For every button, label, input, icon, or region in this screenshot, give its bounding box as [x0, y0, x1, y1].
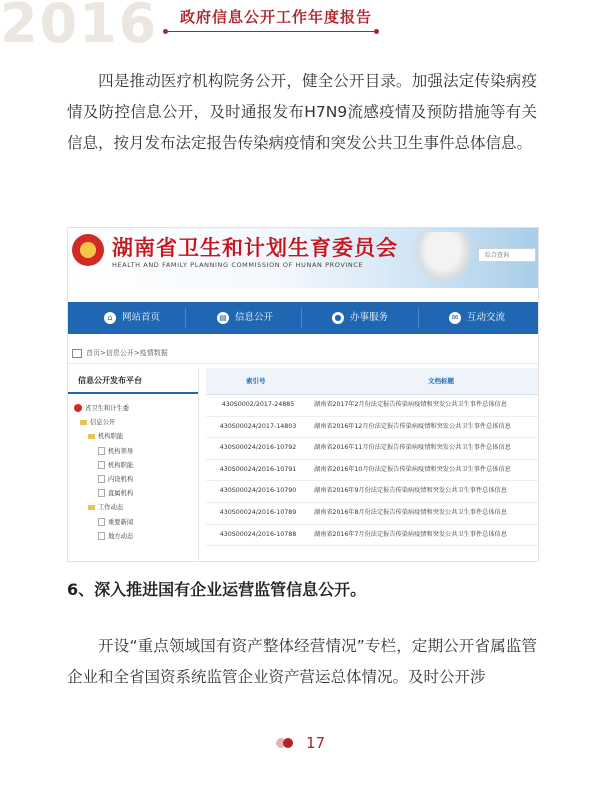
- chat-icon: ✉: [449, 312, 461, 324]
- tree-item[interactable]: 直属机构: [74, 487, 196, 501]
- nav-divider: [185, 308, 186, 328]
- table-row[interactable]: [206, 503, 538, 525]
- document-icon: [98, 475, 105, 483]
- site-banner: [68, 228, 538, 288]
- document-icon: [98, 447, 105, 455]
- records-table: [206, 368, 538, 546]
- site-name: 湖南省卫生和计划生育委员会: [112, 236, 398, 260]
- document-icon: [98, 532, 105, 540]
- tree-item[interactable]: 地方动态: [74, 530, 196, 544]
- home-icon: ⌂: [104, 312, 116, 324]
- report-title: 政府信息公开工作年度报告: [180, 8, 373, 26]
- nav-divider: [418, 308, 419, 328]
- document-icon: [98, 518, 105, 526]
- row-index: 430S0002/2017-24885: [221, 401, 295, 408]
- directory-tree: [74, 402, 196, 544]
- table-row[interactable]: [206, 417, 538, 439]
- site-subtitle: HEALTH AND FAMILY PLANNING COMMISSION OF HUNAN PROVINCE: [112, 261, 364, 269]
- website-screenshot: [67, 227, 539, 562]
- row-title-link[interactable]: 湖南省2016年10月份法定报告传染病疫情和突发公共卫生事件总体信息: [314, 465, 511, 473]
- row-title-link[interactable]: 湖南省2016年11月份法定报告传染病疫情和突发公共卫生事件总体信息: [314, 444, 511, 452]
- tree-item[interactable]: 省卫生和计生委: [74, 402, 196, 416]
- row-title-link[interactable]: 湖南省2016年9月份法定报告传染病疫情和突发公共卫生事件总体信息: [314, 487, 507, 495]
- year-watermark: 2016: [0, 0, 159, 55]
- column-header-index: 索引号: [246, 377, 266, 385]
- row-title-link[interactable]: 湖南省2017年2月份法定报告传染病疫情和突发公共卫生事件总体信息: [314, 401, 507, 408]
- row-title-link[interactable]: 湖南省2016年7月份法定报告传染病疫情和突发公共卫生事件总体信息: [314, 530, 507, 538]
- table-row[interactable]: [206, 395, 538, 417]
- column-header-title: 文档标题: [428, 377, 454, 385]
- row-index: 430S00024/2016-10790: [219, 487, 297, 495]
- tree-item[interactable]: 内设机构: [74, 473, 196, 487]
- row-title-link[interactable]: 湖南省2016年12月份法定报告传染病疫情和突发公共卫生事件总体信息: [314, 422, 511, 430]
- breadcrumb: 首页>信息公开>疫情数据: [68, 342, 538, 364]
- row-index: 430S00024/2016-10789: [219, 508, 297, 516]
- section-heading: 6、深入推进国有企业运营监管信息公开。: [67, 580, 367, 599]
- search-box[interactable]: 综合查询: [478, 248, 536, 262]
- table-row[interactable]: [206, 481, 538, 503]
- site-nav: [68, 302, 538, 334]
- statue-image: [413, 232, 473, 284]
- folder-icon: [80, 420, 87, 425]
- page-dot-dark: [283, 738, 293, 748]
- table-row[interactable]: [206, 438, 538, 460]
- table-row[interactable]: [206, 460, 538, 482]
- row-index: 430S00024/2016-10788: [219, 530, 297, 538]
- row-title-link[interactable]: 湖南省2016年8月份法定报告传染病疫情和突发公共卫生事件总体信息: [314, 508, 507, 516]
- row-index: 430S00024/2016-10792: [219, 444, 297, 452]
- sidebar: [68, 368, 199, 561]
- document-icon: ▤: [217, 312, 229, 324]
- table-header: [206, 368, 538, 395]
- nav-interaction[interactable]: ✉ 互动交流: [449, 302, 505, 334]
- national-emblem-icon: [72, 234, 104, 266]
- title-rule: [166, 31, 376, 32]
- body-paragraph-1: 四是推动医疗机构院务公开，健全公开目录。加强法定传染病疫情及防控信息公开，及时通报发布H7N9流感疫情及预防措施等有关信息，按月发布法定报告传染病疫情和突发公共卫生事件总体信息。: [67, 72, 537, 152]
- nav-home[interactable]: ⌂ 网站首页: [104, 302, 160, 334]
- document-icon: [98, 461, 105, 469]
- tree-item[interactable]: 机构职能: [74, 430, 196, 444]
- emblem-icon: [74, 404, 82, 412]
- row-index: 430S00024/2017-14803: [219, 422, 297, 430]
- tree-item[interactable]: 机构领导: [74, 445, 196, 459]
- table-row[interactable]: [206, 525, 538, 547]
- people-icon: ●: [332, 312, 344, 324]
- home-icon: [72, 349, 82, 358]
- tree-item[interactable]: 重要新闻: [74, 516, 196, 530]
- title-rule-dot-right: [374, 29, 379, 34]
- tree-item[interactable]: 机构职能: [74, 459, 196, 473]
- folder-icon: [88, 505, 95, 510]
- document-icon: [98, 489, 105, 497]
- nav-divider: [301, 308, 302, 328]
- sidebar-title: 信息公开发布平台: [68, 368, 198, 394]
- page-number: 17: [306, 734, 326, 752]
- nav-info-disclosure[interactable]: ▤ 信息公开: [217, 302, 273, 334]
- tree-item[interactable]: 信息公开: [74, 416, 196, 430]
- body-paragraph-2: 开设“重点领域国有资产整体经营情况”专栏，定期公开省属监管企业和全省国资系统监管企业资产营运总体情况。及时公开涉: [67, 637, 537, 686]
- nav-services[interactable]: ● 办事服务: [332, 302, 388, 334]
- tree-item[interactable]: 工作动态: [74, 501, 196, 515]
- row-index: 430S00024/2016-10791: [219, 465, 297, 473]
- folder-icon: [88, 434, 95, 439]
